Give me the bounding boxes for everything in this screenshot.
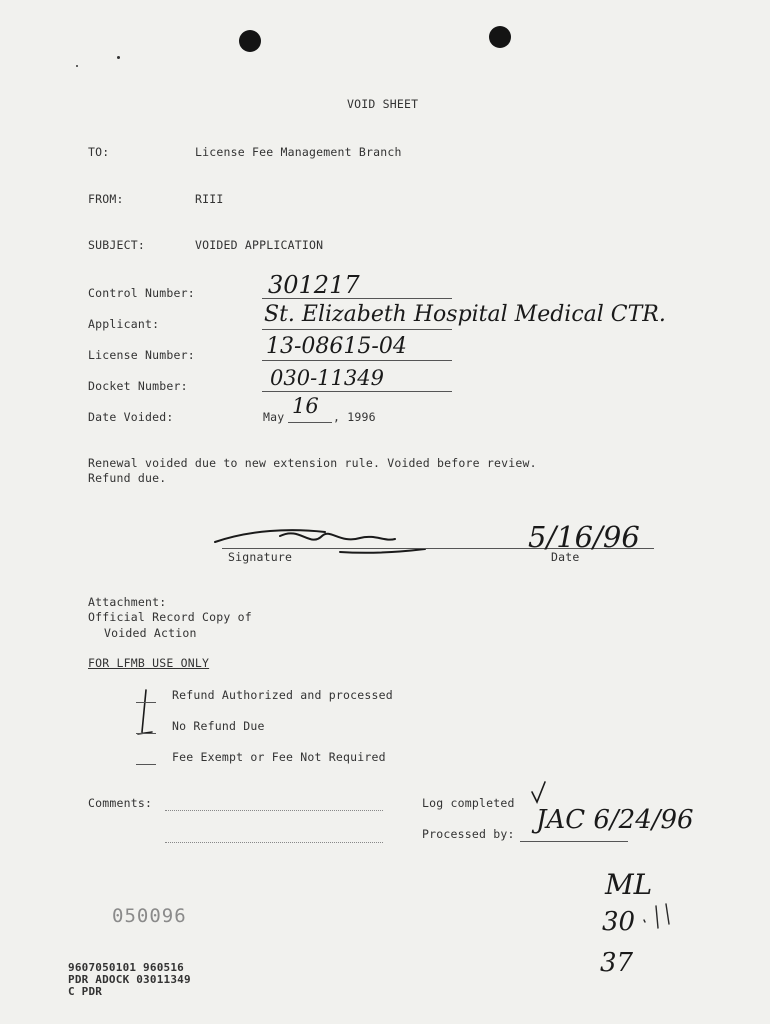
signature-date-value: 5/16/96 (528, 520, 640, 554)
docket-number-label: Docket Number: (88, 379, 188, 393)
attachment-label: Attachment: (88, 595, 167, 609)
signature-label: Signature (228, 550, 293, 564)
from-value: RIII (195, 192, 224, 206)
faint-stamp-number: 050096 (112, 905, 187, 927)
attachment-line-3: Voided Action (104, 626, 197, 640)
subject-label: SUBJECT: (88, 238, 145, 252)
punch-hole-left (239, 30, 261, 52)
option-1-label: Refund Authorized and processed (172, 688, 393, 702)
comments-line-1[interactable] (165, 810, 383, 811)
margin-note-2: 30 (602, 907, 636, 937)
accession-line-2: PDR ADOCK 03011349 (68, 973, 191, 986)
control-number-line (262, 298, 452, 299)
control-number-value: 301217 (268, 271, 360, 299)
option-3-checkbox[interactable] (136, 764, 156, 765)
log-completed-label: Log completed (422, 796, 515, 810)
docket-number-value: 030-11349 (270, 366, 384, 390)
void-reason-line-1: Renewal voided due to new extension rule. Voided before review. (88, 456, 537, 470)
page-title: VOID SHEET (347, 97, 419, 111)
control-number-label: Control Number: (88, 286, 195, 300)
accession-line-1: 9607050101 960516 (68, 961, 184, 974)
from-label: FROM: (88, 192, 124, 206)
docket-number-line (262, 391, 452, 392)
option-1-checkbox[interactable] (136, 702, 156, 703)
option-3-label: Fee Exempt or Fee Not Required (172, 750, 386, 764)
license-number-label: License Number: (88, 348, 195, 362)
option-2-label: No Refund Due (172, 719, 265, 733)
option-2-checkbox[interactable] (136, 733, 156, 734)
accession-line-3: C PDR (68, 985, 103, 998)
log-check-icon (529, 780, 549, 806)
license-number-value: 13-08615-04 (266, 334, 407, 359)
date-label: Date (551, 550, 580, 564)
to-label: TO: (88, 145, 110, 159)
applicant-value: St. Elizabeth Hospital Medical CTR. (264, 302, 666, 327)
void-reason-line-2: Refund due. (88, 471, 167, 485)
speck (117, 56, 120, 59)
applicant-label: Applicant: (88, 317, 160, 331)
checkmark-icon (136, 688, 156, 738)
subject-value: VOIDED APPLICATION (195, 238, 324, 252)
date-voided-label: Date Voided: (88, 410, 174, 424)
processed-by-line (520, 841, 628, 842)
date-voided-day-line (288, 422, 332, 423)
date-voided-month: May (263, 410, 285, 424)
margin-note-3: 37 (600, 948, 634, 978)
processed-by-label: Processed by: (422, 827, 515, 841)
attachment-line-2: Official Record Copy of (88, 610, 252, 624)
lfmb-heading: FOR LFMB USE ONLY (88, 656, 210, 670)
punch-hole-right (489, 26, 511, 48)
license-number-line (262, 360, 452, 361)
comments-label: Comments: (88, 796, 153, 810)
processed-by-value: JAC 6/24/96 (536, 805, 694, 835)
date-voided-day: 16 (292, 394, 319, 418)
margin-tick-marks (638, 898, 678, 938)
applicant-line (262, 329, 452, 330)
speck (76, 65, 78, 67)
comments-line-2[interactable] (165, 842, 383, 843)
margin-note-1: ML (605, 868, 653, 901)
date-voided-year: , 1996 (333, 410, 376, 424)
to-value: License Fee Management Branch (195, 145, 402, 159)
